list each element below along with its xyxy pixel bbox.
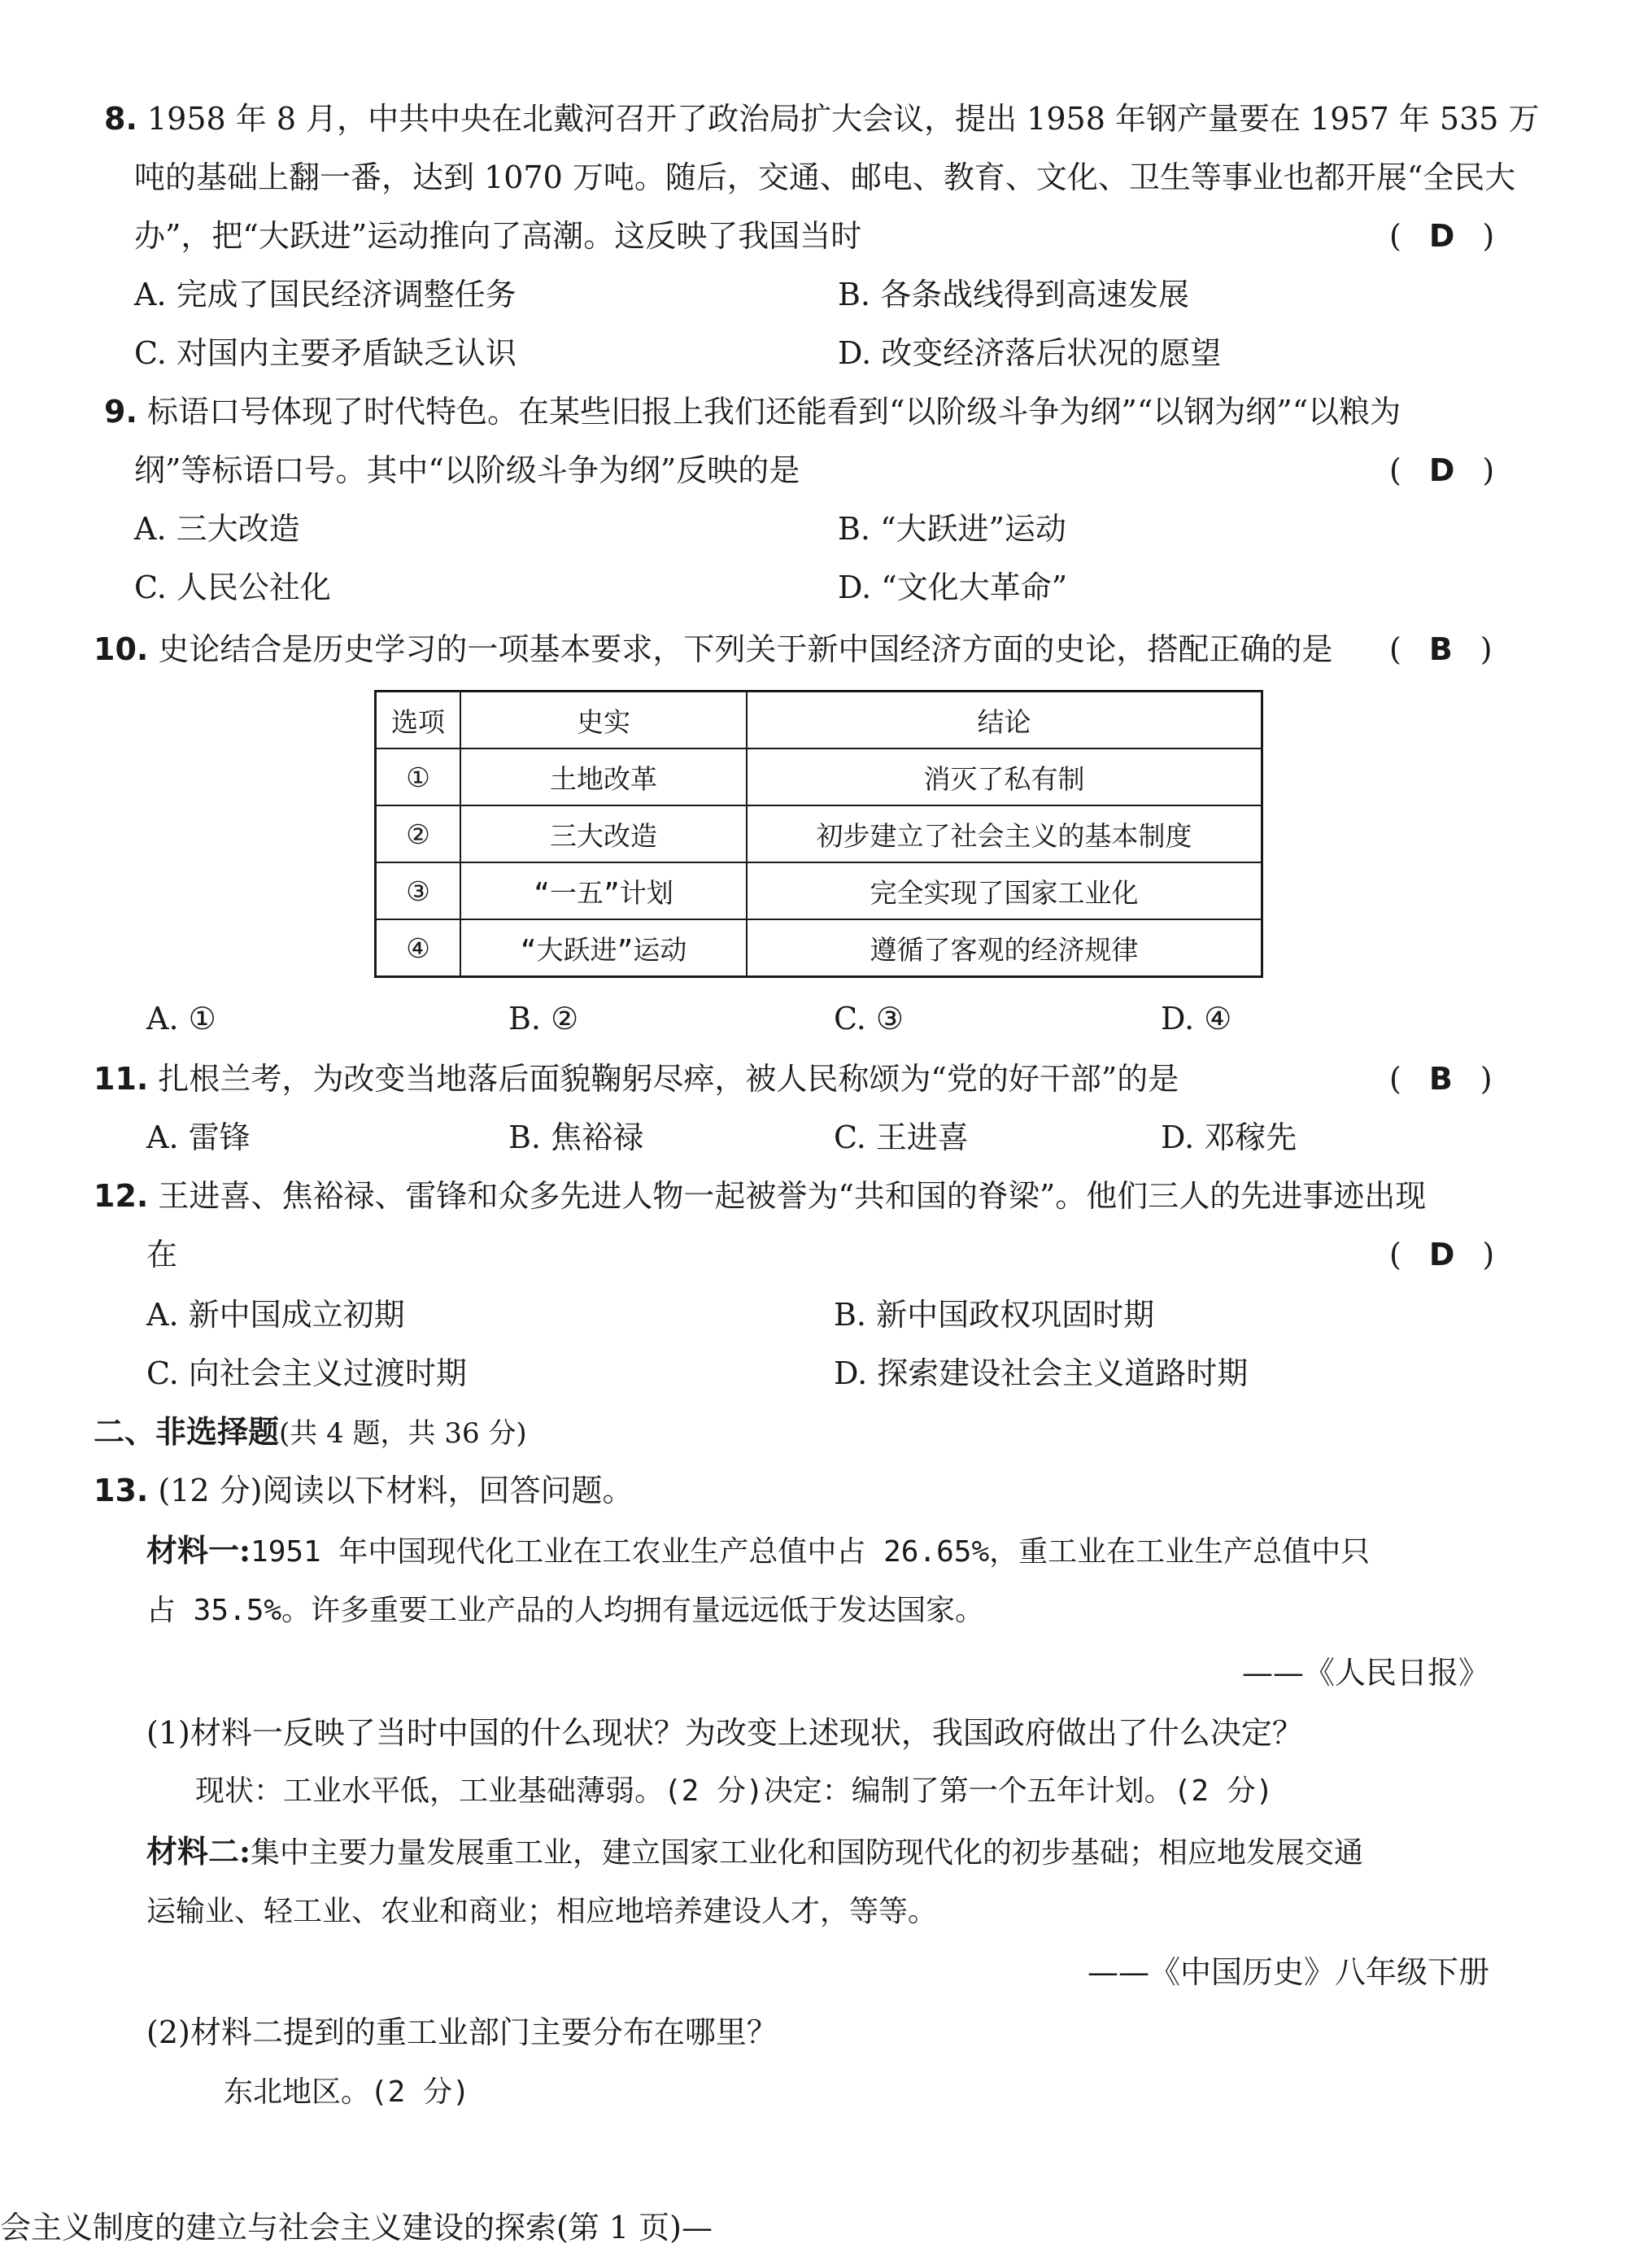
q13-number: 13. [94, 1473, 149, 1508]
q11-option-b: B. 焦裕禄 [508, 1119, 644, 1155]
table-row [376, 805, 1262, 862]
q13-material1-line1 [146, 1530, 1370, 1573]
material2-text-1: 集中主要力量发展重工业，建立国家工业化和国防现代化的初步基础；相应地发展交通 [251, 1836, 1364, 1870]
q9-stem-2: 纲”等标语口号。其中“以阶级斗争为纲”反映的是 [134, 452, 800, 488]
q10-table [374, 690, 1263, 978]
q9-option-d: D. “文化大革命” [838, 570, 1068, 605]
q10-stem-1: 史论结合是历史学习的一项基本要求，下列关于新中国经济方面的史论，搭配正确的是 [158, 631, 1333, 667]
q10-option-a: A. ① [146, 1001, 216, 1037]
section-title [94, 1411, 527, 1455]
material1-text-1: 1951 年中国现代化工业在工农业生产总值中占 26.65%，重工业在工业生产总值中只 [251, 1535, 1371, 1569]
q12-option-a: A. 新中国成立初期 [146, 1297, 405, 1333]
q9-answer-letter: D [1428, 452, 1455, 488]
q13-material1-line2: 占 35.5%。许多重要工业产品的人均拥有量远远低于发达国家。 [146, 1594, 985, 1627]
section2-meta: (共 4 题，共 36 分) [279, 1417, 527, 1450]
q8-answer-letter: D [1428, 218, 1455, 254]
q12-stem-2: 在 [146, 1237, 178, 1272]
table-row [376, 748, 1262, 805]
q11-line1 [94, 1058, 1179, 1100]
q11-number: 11. [94, 1061, 149, 1097]
q12-option-c: C. 向社会主义过渡时期 [146, 1355, 467, 1391]
q11-option-d: D. 邓稼先 [1161, 1119, 1297, 1155]
table-row [376, 919, 1262, 977]
table-cell: “大跃进”运动 [460, 919, 747, 977]
q8-line1 [104, 98, 1540, 140]
table-header-row [376, 692, 1262, 749]
table-cell: 遵循了客观的经济规律 [747, 919, 1262, 977]
q9-line1 [104, 391, 1401, 433]
q9-stem-1: 标语口号体现了时代特色。在某些旧报上我们还能看到“以阶级斗争为纲”“以钢为纲”“以粮为 [146, 394, 1401, 430]
q12-answer: ( D ) [1389, 1233, 1494, 1276]
q12-option-d: D. 探索建设社会主义道路时期 [834, 1355, 1249, 1391]
q11-option-c: C. 王进喜 [834, 1119, 969, 1155]
q13-material2-line1 [146, 1831, 1363, 1874]
material2-source: ——《中国历史》八年级下册 [1087, 1954, 1489, 1990]
q10-option-b: B. ② [508, 1001, 579, 1037]
table-cell: “一五”计划 [460, 862, 747, 919]
q8-answer: ( D ) [1389, 215, 1494, 257]
q9-option-c: C. 人民公社化 [134, 570, 331, 605]
q12-option-b: B. 新中国政权巩固时期 [834, 1297, 1155, 1333]
q9-option-a: A. 三大改造 [134, 511, 300, 547]
q10-answer: ( B ) [1389, 628, 1493, 670]
q13-material2-line2: 运输业、轻工业、农业和商业；相应地培养建设人才，等等。 [146, 1895, 938, 1928]
q8-option-c: C. 对国内主要矛盾缺乏认识 [134, 335, 517, 371]
q13-sub2-question: (2)材料二提到的重工业部门主要分布在哪里？ [146, 2014, 778, 2050]
q11-answer: ( B ) [1389, 1058, 1493, 1100]
q10-option-d: D. ④ [1161, 1001, 1232, 1037]
q11-stem-1: 扎根兰考，为改变当地落后面貌鞠躬尽瘁，被人民称颂为“党的好干部”的是 [158, 1061, 1179, 1097]
table-cell: ④ [376, 919, 461, 977]
q13-sub1-answer: 现状：工业水平低，工业基础薄弱。(2 分)决定：编制了第一个五年计划。(2 分) [195, 1774, 1274, 1808]
q12-number: 12. [94, 1178, 149, 1214]
table-cell: 初步建立了社会主义的基本制度 [747, 805, 1262, 862]
material1-source: ——《人民日报》 [1241, 1655, 1489, 1691]
q9-answer: ( D ) [1389, 449, 1494, 491]
table-cell: ① [376, 748, 461, 805]
q13-sub1-question: (1)材料一反映了当时中国的什么现状？为改变上述现状，我国政府做出了什么决定？ [146, 1715, 1303, 1751]
material1-label: 材料一: [146, 1532, 251, 1569]
q8-number: 8. [104, 101, 137, 137]
q12-stem-1: 王进喜、焦裕禄、雷锋和众多先进人物一起被誉为“共和国的脊梁”。他们三人的先进事迹出现 [158, 1178, 1427, 1214]
q9-number: 9. [104, 394, 137, 430]
q9-option-b: B. “大跃进”运动 [838, 511, 1066, 547]
section2-title: 二、非选择题 [94, 1413, 280, 1450]
table-header-option: 选项 [376, 692, 461, 749]
table-cell: 三大改造 [460, 805, 747, 862]
q12-answer-letter: D [1428, 1237, 1455, 1272]
q8-stem-3: 办”，把“大跃进”运动推向了高潮。这反映了我国当时 [134, 218, 862, 254]
q13-line1 [94, 1469, 634, 1512]
material2-label: 材料二: [146, 1833, 251, 1870]
q8-option-a: A. 完成了国民经济调整任务 [134, 277, 517, 312]
q13-sub2-answer: 东北地区。(2 分) [224, 2075, 470, 2109]
table-cell: 土地改革 [460, 748, 747, 805]
page-footer: 会主义制度的建立与社会主义建设的探索(第 1 页)— [0, 2210, 713, 2245]
q8-option-d: D. 改变经济落后状况的愿望 [838, 335, 1222, 371]
table-row [376, 862, 1262, 919]
q10-line1 [94, 628, 1332, 670]
q10-option-c: C. ③ [834, 1001, 904, 1037]
q8-stem-1: 1958 年 8 月，中共中央在北戴河召开了政治局扩大会议，提出 1958 年钢产量要在 1957 年 535 万 [146, 101, 1540, 137]
q12-line1 [94, 1175, 1426, 1217]
table-header-fact: 史实 [460, 692, 747, 749]
table-cell: 完全实现了国家工业化 [747, 862, 1262, 919]
q8-stem-2: 吨的基础上翻一番，达到 1070 万吨。随后，交通、邮电、教育、文化、卫生等事业也都开展“全民大 [134, 159, 1516, 195]
q11-option-a: A. 雷锋 [146, 1119, 251, 1155]
q8-option-b: B. 各条战线得到高速发展 [838, 277, 1190, 312]
q13-intro: (12 分)阅读以下材料，回答问题。 [158, 1473, 634, 1508]
q10-answer-letter: B [1428, 631, 1453, 667]
table-header-conclusion: 结论 [747, 692, 1262, 749]
q10-number: 10. [94, 631, 149, 667]
table-cell: ② [376, 805, 461, 862]
table-cell: ③ [376, 862, 461, 919]
q11-answer-letter: B [1428, 1061, 1453, 1097]
table-cell: 消灭了私有制 [747, 748, 1262, 805]
